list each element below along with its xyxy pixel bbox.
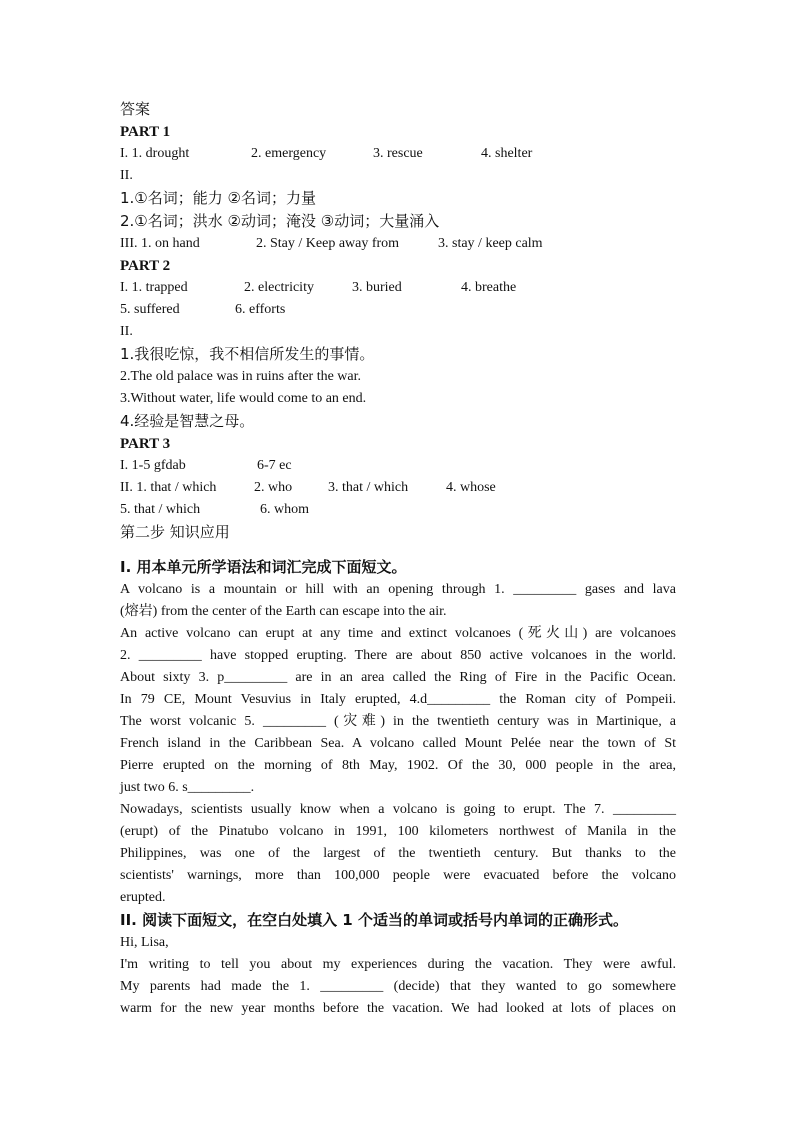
part1-row5 [120,233,676,255]
answer-item: 2. electricity [244,280,314,295]
answer-item: 3. that / which [328,480,409,495]
passage-line: just two 6. s_________. [120,780,255,795]
passage-line: My parents had made the 1. _________ (decide) that they wanted to go somewhere [120,979,676,994]
answer-item: 6-7 ec [257,458,292,473]
answers-title: 答案 [120,100,151,118]
answer-item: I. 1-5 gfdab [120,458,186,473]
part3-row2 [120,477,676,499]
answer-item: 5. suffered [120,302,180,317]
passage-line: In 79 CE, Mount Vesuvius in Italy erupted, 4.d_________ the Roman city of Pompeii. [120,692,676,707]
passage-line: (erupt) of the Pinatubo volcano in 1991, 100 kilometers northwest of Manila in the [120,824,676,839]
part1-row1 [120,143,676,165]
passage-line: scientists' warnings, more than 100,000 people were evacuated before the volcano [120,868,676,883]
answer-item: 2. who [254,480,293,495]
answer-item: III. 1. on hand [120,236,200,251]
part1-row3: 1.①名词；能力 ②名词；力量 [120,189,316,207]
answer-item: I. 1. drought [120,146,190,161]
part2-heading: PART 2 [120,258,171,274]
part2-row2 [120,299,676,321]
part2-row7: 4.经验是智慧之母。 [120,412,255,430]
passage-line: French island in the Caribbean Sea. A volcano called Mount Pelée near the town of St [120,736,676,751]
part3-heading: PART 3 [120,436,171,452]
passage-line: Hi, Lisa, [120,935,169,950]
answer-item: II. 1. that / which [120,480,217,495]
part2-row3: II. [120,324,133,339]
part1-row2: II. [120,168,133,183]
answer-item: 4. shelter [481,146,533,161]
passage-line: erupted. [120,890,166,905]
answer-item: 4. whose [446,480,496,495]
section1-heading: I. 用本单元所学语法和词汇完成下面短文。 [120,558,407,576]
part1-row4: 2.①名词；洪水 ②动词；淹没 ③动词；大量涌入 [120,212,440,230]
answer-item: 2. Stay / Keep away from [256,236,400,251]
answer-item: 4. breathe [461,280,517,295]
section2-passage [120,932,676,1020]
answer-item: I. 1. trapped [120,280,188,295]
step2-title: 第二步 知识应用 [120,523,230,541]
passage-line: Pierre erupted on the morning of 8th May, 1902. Of the 30, 000 people in the area, [120,758,676,773]
part3-row3 [120,499,676,521]
passage-line: A volcano is a mountain or hill with an opening through 1. _________ gases and lava [120,582,676,597]
passage-line: 2. _________ have stopped erupting. There are about 850 active volcanoes in the world. [120,648,676,663]
part2-row1 [120,277,676,299]
answer-item: 5. that / which [120,502,201,517]
passage-line: About sixty 3. p_________ are in an area called the Ring of Fire in the Pacific Ocean. [120,670,676,685]
part3-row1 [120,455,676,477]
answer-item: 2. emergency [251,146,327,161]
section2-heading: II. 阅读下面短文，在空白处填入 1 个适当的单词或括号内单词的正确形式。 [120,911,628,929]
passage-line: I'm writing to tell you about my experiences during the vacation. They were awful. [120,957,676,972]
answer-item: 3. stay / keep calm [438,236,543,251]
document-page [120,98,676,1020]
passage-line: Philippines, was one of the largest of the twentieth century. But thanks to the [120,846,676,861]
answer-item: 3. rescue [373,146,423,161]
answer-item: 6. whom [260,502,309,517]
part1-heading: PART 1 [120,124,171,140]
passage-line: (熔岩) from the center of the Earth can escape into the air. [120,604,447,619]
answer-item: 6. efforts [235,302,286,317]
passage-line: The worst volcanic 5. _________ (灾难) in the twentieth century was in Martinique, a [120,714,676,729]
part2-row6: 3.Without water, life would come to an end. [120,391,367,406]
part2-row5: 2.The old palace was in ruins after the war. [120,369,362,384]
answer-item: 3. buried [352,280,402,295]
passage-line: Nowadays, scientists usually know when a volcano is going to erupt. The 7. _________ [120,802,676,817]
passage-line: An active volcano can erupt at any time and extinct volcanoes (死火山) are volcanoes [120,626,676,641]
section1-passage [120,579,676,909]
passage-line: warm for the new year months before the vacation. We had looked at lots of places on [120,1001,676,1016]
part2-row4: 1.我很吃惊，我不相信所发生的事情。 [120,345,375,363]
